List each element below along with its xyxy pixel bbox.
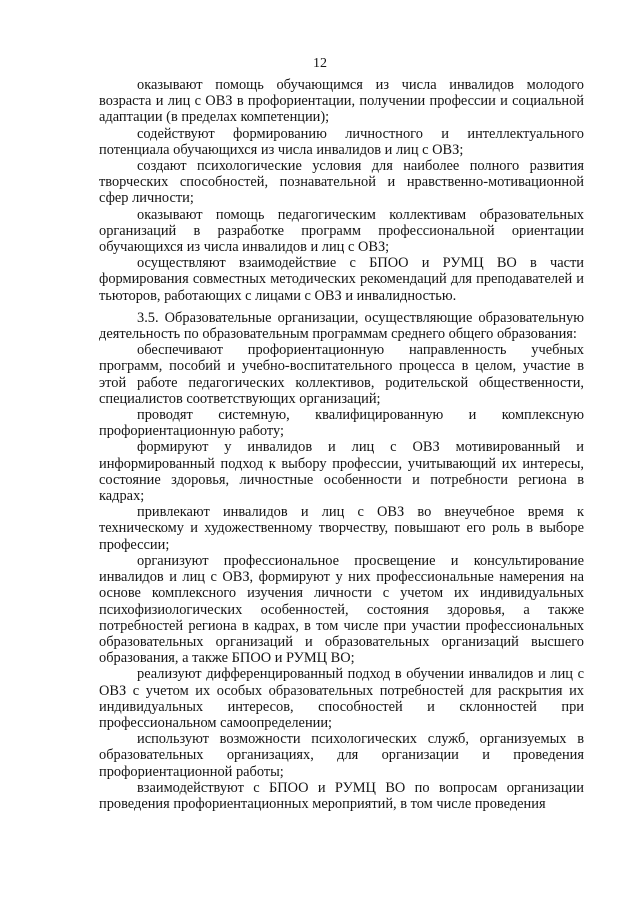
paragraph: содействуют формированию личностного и интеллектуального потенциала обучающихся из числа инвалидов и лиц с ОВЗ; xyxy=(99,125,584,158)
paragraph: формируют у инвалидов и лиц с ОВЗ мотивированный и информированный подход к выбору профессии, учитывающий их интересы, состояние здоровья, личностные особенности и потребности региона в кадрах; xyxy=(99,439,584,505)
document-body xyxy=(99,77,584,812)
section-heading-paragraph: 3.5. Образовательные организации, осуществляющие образовательную деятельность по образовательным программам среднего общего образования: xyxy=(99,309,584,343)
paragraph: осуществляют взаимодействие с БПОО и РУМЦ ВО в части формирования совместных методических рекомендаций для преподавателей и тьюторов, работающих с лицами с ОВЗ и инвалидностью. xyxy=(99,255,584,304)
page-number: 12 xyxy=(313,56,327,71)
paragraph: проводят системную, квалифицированную и комплексную профориентационную работу; xyxy=(99,407,584,440)
paragraph: оказывают помощь обучающимся из числа инвалидов молодого возраста и лиц с ОВЗ в профориентации, получении профессии и социальной адаптации (в пределах компетенции); xyxy=(99,77,584,126)
paragraph: используют возможности психологических служб, организуемых в образовательных организациях, для организации и проведения профориентационной работы; xyxy=(99,731,584,780)
paragraph: обеспечивают профориентационную направленность учебных программ, пособий и учебно-воспитательного процесса в целом, участие в этой работе педагогических коллективов, родительской общественности, специалистов соответствующих организаций; xyxy=(99,342,584,407)
paragraph: организуют профессиональное просвещение и консультирование инвалидов и лиц с ОВЗ, формируют у них профессиональные намерения на основе комплексного изучения личности с учетом их индивидуальных психофизиологических особенностей, состояния здоровья, а также потребностей региона в кадрах, в том числе при участии профессиональных образовательных организаций и образовательных организаций высшего образования, а также БПОО и РУМЦ ВО; xyxy=(99,552,584,667)
paragraph: оказывают помощь педагогическим коллективам образовательных организаций в разработке программ профессиональной ориентации обучающихся из числа инвалидов и лиц с ОВЗ; xyxy=(99,206,584,256)
paragraph: взаимодействуют с БПОО и РУМЦ ВО по вопросам организации проведения профориентационных мероприятий, в том числе проведения xyxy=(99,779,584,812)
paragraph: создают психологические условия для наиболее полного развития творческих способностей, познавательной и нравственно-мотивационной сфер личности; xyxy=(99,158,584,207)
paragraph: привлекают инвалидов и лиц с ОВЗ во внеучебное время к техническому и художественному творчеству, повышают его роль в выборе профессии; xyxy=(99,504,584,553)
paragraph: реализуют дифференцированный подход в обучении инвалидов и лиц с ОВЗ с учетом их особых образовательных потребностей для раскрытия их индивидуальных интересов, способностей и склонностей при профессиональном самоопределении; xyxy=(99,666,584,731)
